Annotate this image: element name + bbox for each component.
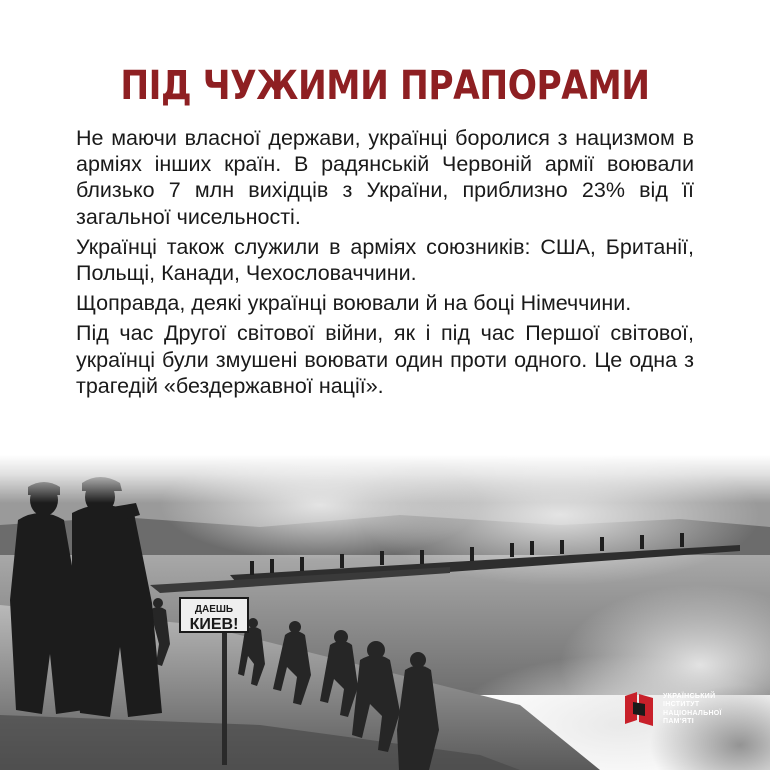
logo-line-2: ІНСТИТУТ xyxy=(663,701,700,709)
paragraph-2: Українці також служили в арміях союзників: США, Британії, Польщі, Канади, Чехословаччини. xyxy=(76,234,694,286)
institute-logo-icon xyxy=(623,690,659,728)
paragraph-1: Не маючи власної держави, українці боролися з нацизмом в арміях інших країн. В радянській Червоній армії воювали близько 7 млн вихідців з України, приблизно 23% від її загальної чисельності. xyxy=(76,126,694,229)
logo-line-1: УКРАЇНСЬКИЙ xyxy=(663,693,716,700)
institute-logo xyxy=(623,690,743,730)
paragraph-3: Щоправда, деякі українці воювали й на боці Німеччини. xyxy=(76,291,632,316)
page-title: ПІД ЧУЖИМИ ПРАПОРАМИ xyxy=(120,63,650,109)
photo-sign xyxy=(180,598,248,633)
paragraph-4: Під час Другої світової війни, як і під час Першої світової, українці були змушені воювати один проти одного. Це одна з трагедій «бездержавної нації». xyxy=(76,321,694,398)
photo-sign-line2: КИЕВ! xyxy=(189,616,239,633)
body-text xyxy=(76,125,694,403)
institute-logo-text xyxy=(663,693,722,727)
photo-sign-line1: ДАЕШЬ xyxy=(194,604,234,615)
logo-line-3: НАЦІОНАЛЬНОЇ xyxy=(663,709,722,717)
photo-sign-post xyxy=(222,630,227,765)
logo-line-4: ПАМ'ЯТІ xyxy=(663,718,694,726)
